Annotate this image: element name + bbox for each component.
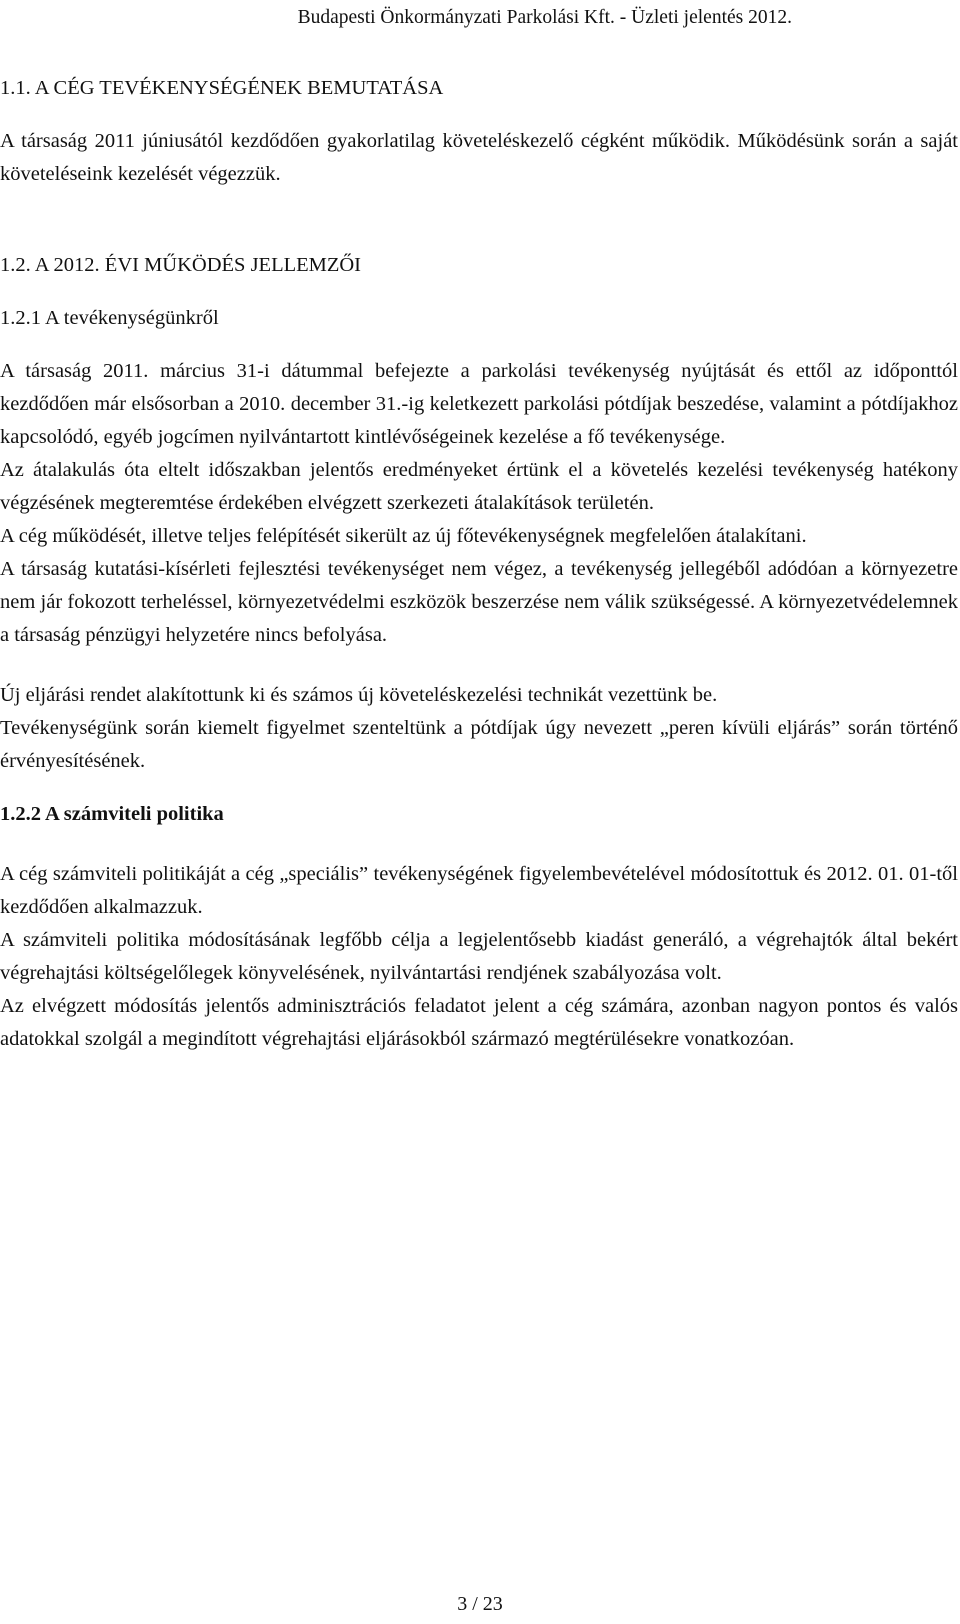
paragraph-intro: A társaság 2011 júniusától kezdődően gyakorlatilag követeléskezelő cégként működik. Működésünk során a saját követeléseink kezelését végezzük. — [0, 130, 958, 185]
paragraph-research: A társaság kutatási-kísérleti fejlesztési tevékenységet nem végez, a tevékenység jellegéből adódóan a környezetre nem jár fokozott terheléssel, környezetvédelmi eszközök beszerzése nem válik szükségessé. A környezetvédelemnek a társaság pénzügyi helyzetére nincs befolyása. — [0, 558, 958, 646]
running-header: Budapesti Önkormányzati Parkolási Kft. - Üzleti jelentés 2012. — [297, 7, 792, 28]
paragraph-transformation: Az átalakulás óta eltelt időszakban jelentős eredményeket értünk el a követelés kezelési tevékenység hatékony végzésének megteremtése érdekében elvégzett szerkezeti átalakítások területén. — [0, 459, 958, 514]
paragraph-new-procedure: Új eljárási rendet alakítottunk ki és számos új követeléskezelési technikát vezettünk be. — [0, 684, 718, 706]
paragraph-activity: A társaság 2011. március 31-i dátummal befejezte a parkolási tevékenység nyújtását és ettől az időponttól kezdődően már elsősorban a 2010. december 31.-ig keletkezett parkolási pótdíjak beszedése, valamint a pótdíjakhoz kapcsolódó, egyéb jogcímen nyilvántartott kintlévőségeinek kezelése a fő tevékenysége. — [0, 360, 958, 448]
paragraph-accounting-effect: Az elvégzett módosítás jelentős adminisztrációs feladatot jelent a cég számára, azonban nagyon pontos és valós adatokkal szolgál a megindított végrehajtási eljárásokból származó megtérülésekre vonatkozóan. — [0, 995, 958, 1050]
section-heading-1-2: 1.2. A 2012. ÉVI MŰKÖDÉS JELLEMZŐI — [0, 254, 362, 276]
subsection-heading-1-2-2: 1.2.2 A számviteli politika — [0, 803, 224, 825]
section-heading-1-1: 1.1. A CÉG TEVÉKENYSÉGÉNEK BEMUTATÁSA — [0, 77, 444, 99]
subsection-heading-1-2-1: 1.2.1 A tevékenységünkről — [0, 307, 219, 329]
paragraph-accounting-policy: A cég számviteli politikáját a cég „speciális” tevékenységének figyelembevételével módosítottuk és 2012. 01. 01-től kezdődően alkalmazzuk. — [0, 863, 958, 918]
page-content — [0, 72, 958, 1056]
paragraph-accounting-goal: A számviteli politika módosításának legfőbb célja a legjelentősebb kiadást generáló, a végrehajtók által bekért végrehajtási költségelőlegek könyvelésének, nyilvántartási rendjének szabályozása volt. — [0, 929, 958, 984]
paragraph-restructure: A cég működését, illetve teljes felépítését sikerült az új főtevékenységnek megfelelően átalakítani. — [0, 525, 807, 547]
paragraph-enforcement: Tevékenységünk során kiemelt figyelmet szenteltünk a pótdíjak úgy nevezett „peren kívüli eljárás” során történő érvényesítésének. — [0, 717, 958, 772]
page-number: 3 / 23 — [457, 1593, 503, 1615]
